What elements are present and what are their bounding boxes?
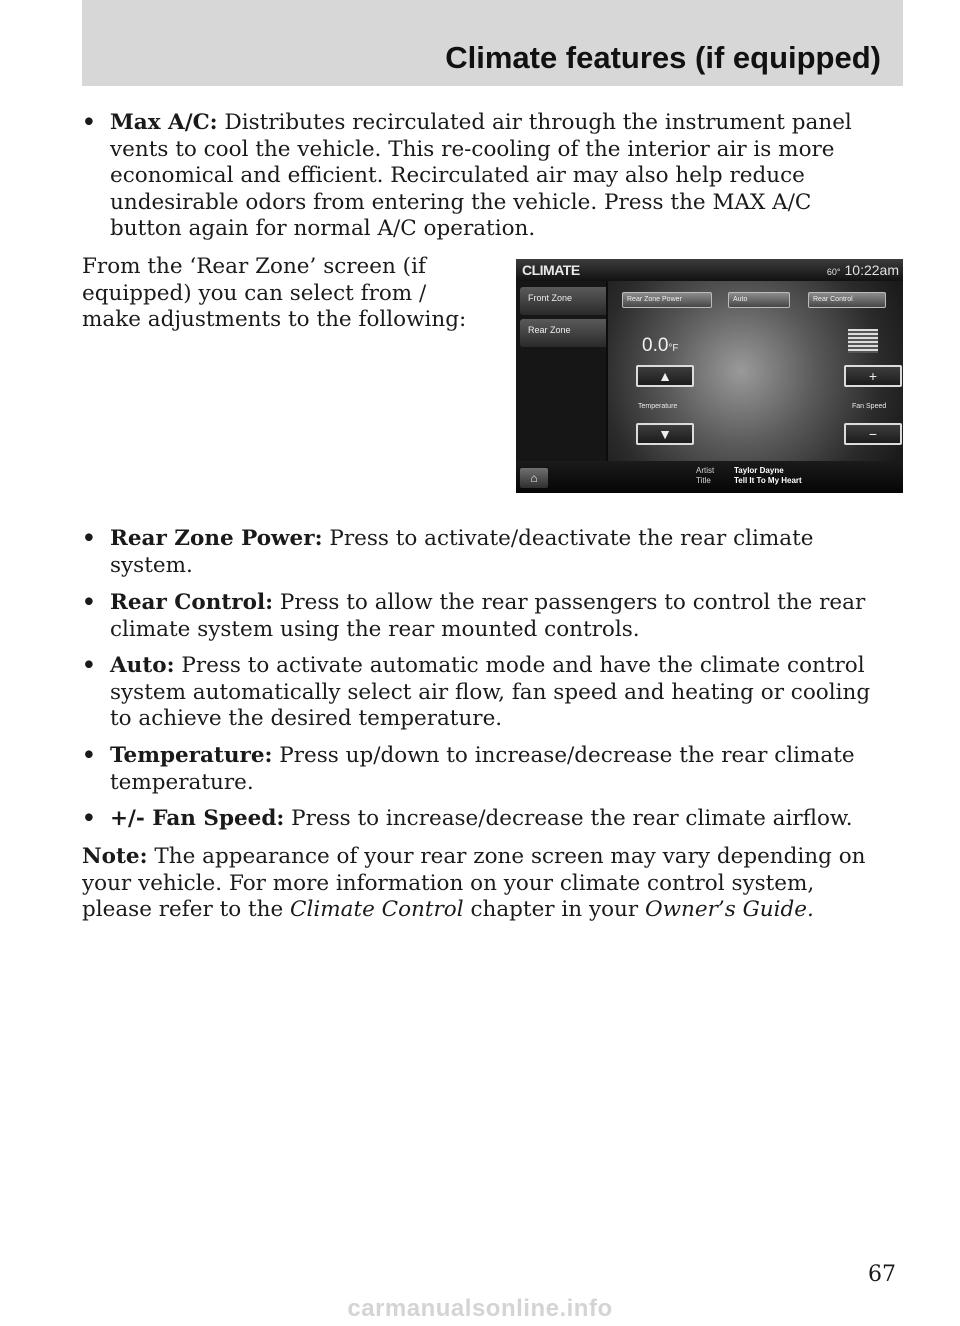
outside-temp: 60°	[826, 267, 841, 277]
bullet-dot: •	[82, 653, 96, 678]
bullet-max-ac	[82, 110, 920, 243]
bullet-text: system automatically select air flow, fan speed and heating or cooling	[110, 679, 871, 705]
artist-key: Artist	[696, 466, 715, 475]
now-playing-keys	[696, 466, 714, 486]
rear-zone-power-button[interactable]: Rear Zone Power	[622, 292, 712, 308]
watermark: carmanualsonline.info	[347, 1295, 613, 1322]
bullet-auto	[82, 653, 920, 733]
bullet-temperature	[82, 743, 920, 796]
note-text: The appearance of your rear zone screen may vary depending on	[147, 844, 866, 869]
screen-bottom-bar	[516, 461, 903, 493]
screen-status	[827, 262, 899, 278]
fan-level-indicator	[848, 329, 878, 353]
bullet-dot: •	[82, 590, 96, 615]
tab-front-zone[interactable]: Front Zone	[520, 287, 606, 315]
bullet-label: Auto:	[110, 653, 175, 678]
note-label: Note:	[82, 844, 148, 869]
bullet-dot: •	[82, 110, 96, 135]
now-playing-values	[734, 466, 802, 486]
page-number: 67	[868, 1262, 896, 1287]
header-band	[82, 0, 903, 86]
temp-up-button[interactable]: ▲	[636, 365, 694, 387]
bullet-label: Rear Control:	[110, 590, 274, 615]
bullet-label: Rear Zone Power:	[110, 526, 323, 551]
bullet-text: vents to cool the vehicle. This re-cooling of the interior air is more	[110, 136, 835, 162]
bullet-text: to achieve the desired temperature.	[110, 706, 503, 731]
song-title: Tell It To My Heart	[734, 476, 802, 485]
temp-value: 0.0	[642, 335, 669, 356]
rear-zone-screen-image	[516, 259, 903, 493]
fan-speed-label: Fan Speed	[852, 403, 887, 410]
tab-rear-zone[interactable]: Rear Zone	[520, 319, 606, 347]
bullet-label: +/- Fan Speed:	[110, 806, 285, 831]
note-text: your vehicle. For more information on your climate control system,	[82, 870, 815, 896]
page-title: Climate features (if equipped)	[445, 40, 881, 75]
screen-main	[608, 281, 903, 461]
bullet-label: Max A/C:	[110, 110, 218, 135]
temperature-label: Temperature	[638, 403, 678, 410]
bullet-dot: •	[82, 743, 96, 768]
bullet-label: Temperature:	[110, 743, 273, 768]
bullet-text: climate system using the rear mounted controls.	[110, 616, 640, 642]
bullet-text: Press to increase/decrease the rear climate airflow.	[284, 806, 853, 831]
bullet-text: Press to activate automatic mode and have the climate control	[174, 653, 865, 678]
artist-name: Taylor Dayne	[734, 466, 784, 475]
intro-line: From the ‘Rear Zone’ screen (if	[82, 254, 426, 279]
bullet-text: Press to activate/deactivate the rear climate	[322, 526, 814, 551]
bullet-text: button again for normal A/C operation.	[110, 216, 536, 241]
note-ref-climate-control: Climate Control	[290, 897, 464, 922]
note-text: chapter in your	[463, 897, 646, 922]
bullet-rear-control	[82, 590, 920, 643]
auto-button[interactable]: Auto	[728, 292, 790, 308]
bullet-text: economical and efficient. Recirculated air may also help reduce	[110, 163, 805, 188]
bullet-text: undesirable odors from entering the vehicle. Press the MAX A/C	[110, 189, 812, 215]
fan-minus-button[interactable]: −	[844, 423, 902, 445]
bullet-dot: •	[82, 806, 96, 831]
bullet-text: Press up/down to increase/decrease the rear climate	[272, 743, 855, 768]
bullet-text: Press to allow the rear passengers to control the rear	[273, 590, 866, 615]
bullet-text: temperature.	[110, 769, 254, 795]
bullet-fan-speed	[82, 806, 920, 833]
screen-sidebar	[516, 281, 606, 461]
temp-unit: °F	[668, 343, 679, 354]
intro-line: make adjustments to the following:	[82, 307, 467, 332]
bullet-text: system.	[110, 552, 193, 578]
note-text: please refer to the	[82, 897, 291, 922]
home-icon: ⌂	[530, 471, 538, 485]
title-key: Title	[696, 476, 711, 485]
temp-down-button[interactable]: ▼	[636, 423, 694, 445]
screen-title: CLIMATE	[522, 262, 580, 278]
temperature-readout	[642, 335, 679, 357]
fan-plus-button[interactable]: +	[844, 365, 902, 387]
rear-control-button[interactable]: Rear Control	[808, 292, 886, 308]
clock: 10:22am	[844, 262, 899, 278]
bullet-text: Distributes recirculated air through the instrument panel	[217, 110, 852, 135]
bullet-dot: •	[82, 526, 96, 551]
note-ref-owners-guide: Owner’s Guide.	[645, 897, 814, 922]
rear-zone-intro	[82, 254, 502, 334]
bullet-rear-zone-power	[82, 526, 920, 579]
note-paragraph	[82, 844, 892, 924]
intro-line: equipped) you can select from /	[82, 280, 427, 306]
screen-top-bar	[516, 259, 903, 281]
home-button[interactable]	[520, 468, 548, 488]
